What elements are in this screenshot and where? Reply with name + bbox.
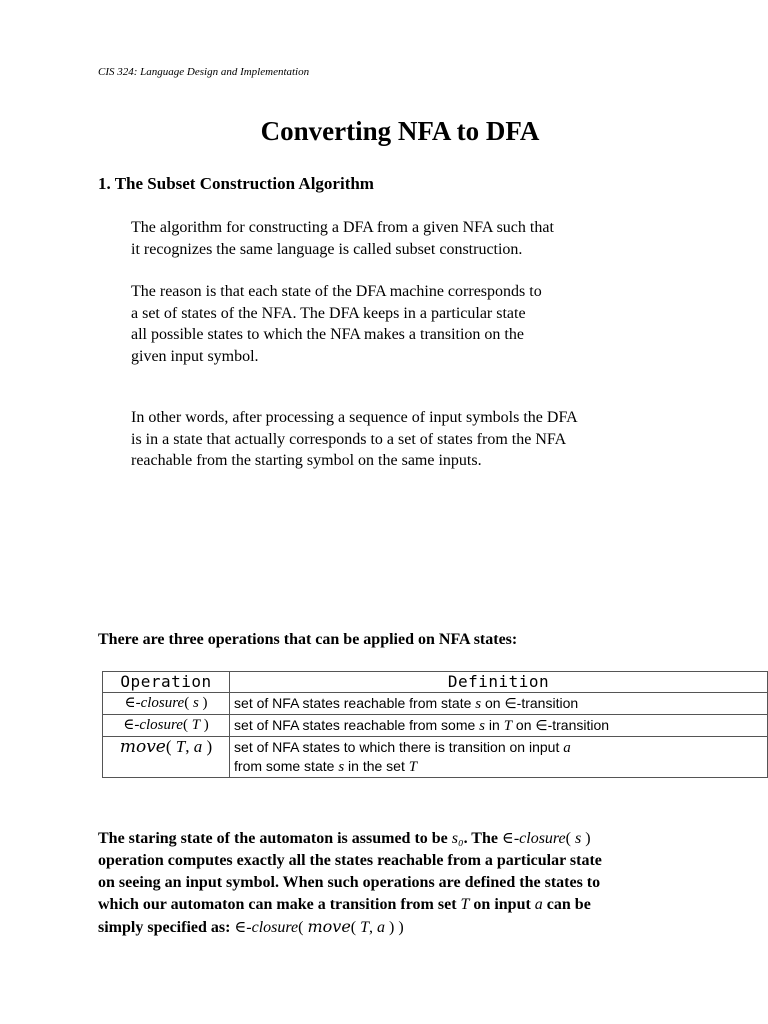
paragraph-dfa-state: The reason is that each state of the DFA machine corresponds to a set of states of the NFA. The DFA keeps in a particular state all possible states to which the NFA makes a transition on the given input symbol. [131,283,542,365]
definition-eclosure-s: set of NFA states reachable from state s on ∈-transition [230,693,768,715]
operations-table [102,671,768,778]
definition-move: set of NFA states to which there is transition on input a from some state s in the set T [230,737,768,778]
table-header-row [103,672,768,693]
column-header-operation: Operation [103,672,230,693]
course-header: CIS 324: Language Design and Implementation [98,66,310,78]
section-heading: 1. The Subset Construction Algorithm [98,174,374,193]
paragraph-in-other-words: In other words, after processing a sequence of input symbols the DFA is in a state that actually corresponds to a set of states from the NFA reachable from the starting symbol on the same inputs. [131,409,578,469]
table-row [103,693,768,715]
table-row [103,715,768,737]
operation-eclosure-s: ∈-closure( s ) [103,693,230,715]
paragraph-starting-state: The staring state of the automaton is assumed to be s₀. The ∈-closure( s ) operation computes exactly all the states reachable from a particular state on seeing an input symbol. When such operations are defined the states to which our automaton can make a transition from set T on input a can be simply specified as: ∈-closure( move( T, a ) ) [98,830,602,936]
operation-move: move( T, a ) [103,737,230,778]
page-title: Converting NFA to DFA [260,116,540,146]
table-row [103,737,768,778]
definition-eclosure-t: set of NFA states reachable from some s in T on ∈-transition [230,715,768,737]
paragraph-subset-construction: The algorithm for constructing a DFA from a given NFA such that it recognizes the same language is called subset construction. [131,219,554,258]
operation-eclosure-t: ∈-closure( T ) [103,715,230,737]
operations-intro: There are three operations that can be applied on NFA states: [98,631,518,648]
column-header-definition: Definition [230,672,768,693]
